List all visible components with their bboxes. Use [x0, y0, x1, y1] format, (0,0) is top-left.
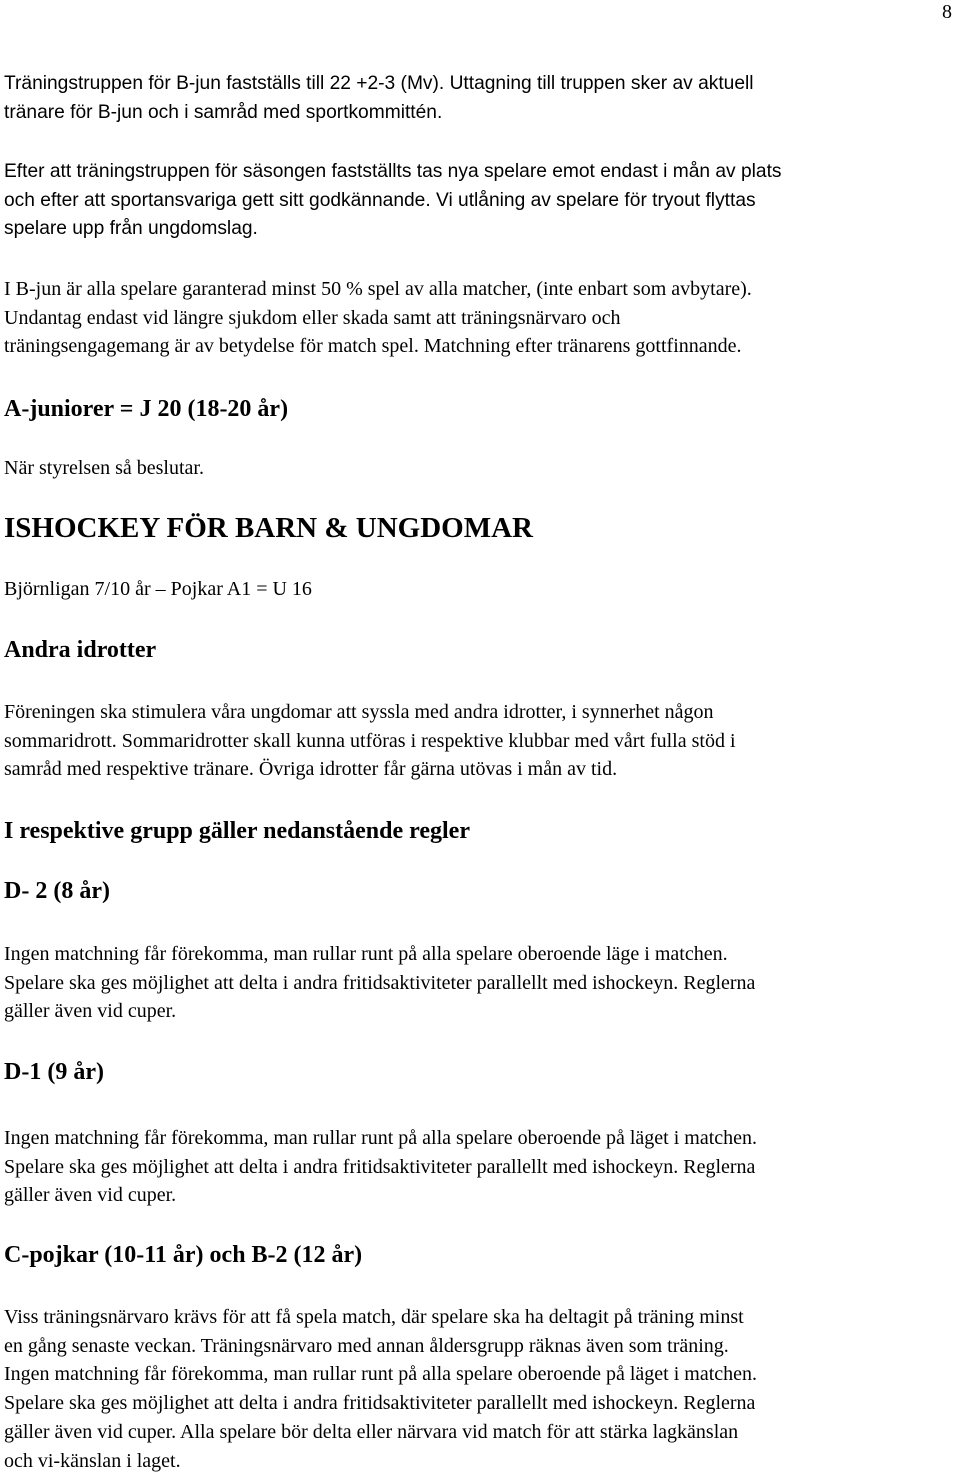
text-line: Ingen matchning får förekomma, man rullar runt på alla spelare oberoende läge i matchen.	[4, 943, 728, 965]
text-line: och vi-känslan i laget.	[4, 1449, 181, 1472]
heading-group-rules: I respektive grupp gäller nedanstående regler	[4, 818, 470, 844]
heading-andra-idrotter: Andra idrotter	[4, 637, 157, 663]
text-line: samråd med respektive tränare. Övriga idrotter får gärna utövas i mån av tid.	[4, 758, 618, 781]
heading-a-juniorer: A-juniorer = J 20 (18-20 år)	[4, 396, 289, 422]
text-line: träningsengagemang är av betydelse för match spel. Matchning efter tränarens gottfinnande.	[4, 335, 742, 358]
text-line: I B-jun är alla spelare garanterad minst 50 % spel av alla matcher, (inte enbart som avbytare).	[4, 278, 752, 300]
text-line: sommaridrott. Sommaridrotter skall kunna utföras i respektive klubbar med vårt fulla stöd i	[4, 729, 736, 752]
paragraph-d1-rules	[4, 1124, 956, 1210]
heading-d2: D- 2 (8 år)	[4, 878, 110, 904]
heading-c-pojkar-b2: C-pojkar (10-11 år) och B-2 (12 år)	[4, 1242, 363, 1268]
text-line: tränare för B-jun och i samråd med sportkommittén.	[4, 101, 443, 123]
text-line: Träningstruppen för B-jun fastställs till 22 +2-3 (Mv). Uttagning till truppen sker av aktuell	[4, 73, 754, 94]
text-line: När styrelsen så beslutar.	[4, 457, 204, 479]
text-line: Spelare ska ges möjlighet att delta i andra fritidsaktiviteter parallellt med ishockeyn. Reglerna	[4, 1155, 756, 1178]
text-line: Spelare ska ges möjlighet att delta i andra fritidsaktiviteter parallellt med ishockeyn. Reglerna	[4, 1392, 756, 1415]
paragraph-other-sports	[4, 698, 956, 784]
text-line: spelare upp från ungdomslag.	[4, 218, 258, 240]
text-line: Spelare ska ges möjlighet att delta i andra fritidsaktiviteter parallellt med ishockeyn. Reglerna	[4, 971, 756, 994]
heading-d1: D-1 (9 år)	[4, 1059, 104, 1085]
text-line: Ingen matchning får förekomma, man rullar runt på alla spelare oberoende på läget i matchen.	[4, 1127, 758, 1149]
title-ishockey-barn-ungdomar: ISHOCKEY FÖR BARN & UNGDOMAR	[4, 512, 533, 544]
text-line: Björnligan 7/10 år – Pojkar A1 = U 16	[4, 578, 312, 600]
paragraph-new-players	[4, 158, 956, 244]
paragraph-c-pojkar-rules	[4, 1303, 956, 1475]
page-number: 8	[942, 1, 952, 23]
paragraph-d2-rules	[4, 940, 956, 1026]
text-line: Viss träningsnärvaro krävs för att få spela match, där spelare ska ha deltagit på träning minst	[4, 1306, 744, 1328]
text-line: gäller även vid cuper.	[4, 1184, 177, 1207]
text-line: en gång senaste veckan. Träningsnärvaro med annan åldersgrupp räknas även som träning.	[4, 1334, 729, 1357]
text-line: Undantag endast vid längre sjukdom eller skada samt att träningsnärvaro och	[4, 306, 621, 329]
text-line: gäller även vid cuper. Alla spelare bör delta eller närvara vid match för att stärka lagkänslan	[4, 1420, 739, 1443]
paragraph-board-decision	[4, 454, 956, 483]
paragraph-b-jun-squad	[4, 70, 956, 127]
text-line: gäller även vid cuper.	[4, 1000, 177, 1023]
text-line: Ingen matchning får förekomma, man rullar runt på alla spelare oberoende på läget i matchen.	[4, 1363, 758, 1386]
text-line: Föreningen ska stimulera våra ungdomar att syssla med andra idrotter, i synnerhet någon	[4, 701, 714, 723]
text-line: Efter att träningstruppen för säsongen fastställts tas nya spelare emot endast i mån av plats	[4, 161, 782, 182]
paragraph-playing-time	[4, 275, 956, 361]
text-line: och efter att sportansvariga gett sitt godkännande. Vi utlåning av spelare för tryout flyttas	[4, 189, 756, 211]
paragraph-age-groups	[4, 575, 956, 604]
